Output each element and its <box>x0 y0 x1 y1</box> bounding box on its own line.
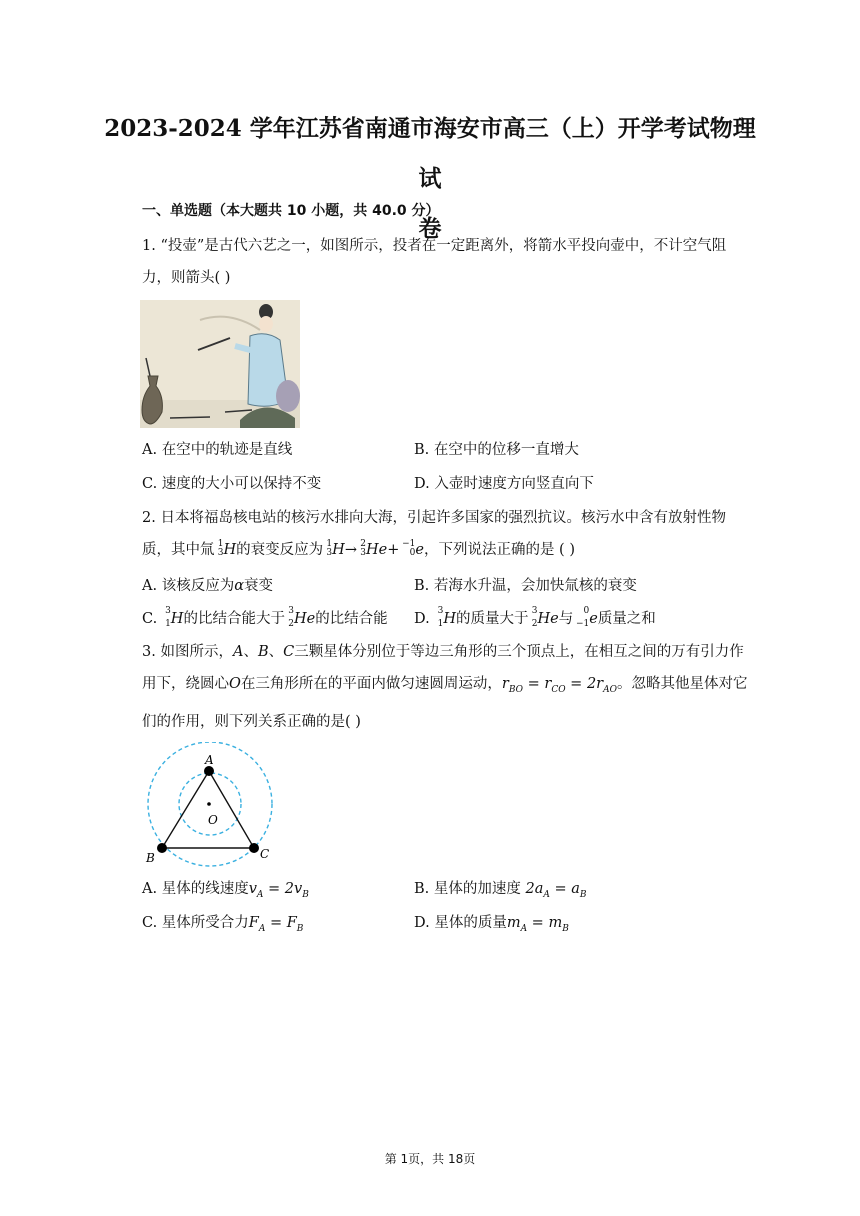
label-o: O <box>208 813 218 827</box>
q2-option-b: B. 若海水升温，会加快氚核的衰变 <box>414 578 637 594</box>
question-3-text: 3. 如图所示，A、B、C三颗星体分别位于等边三角形的三个顶点上，在相互之间的万有引力作用下，绕圆心O在三角形所在的平面内做匀速圆周运动，$r_{BO} = r_{CO} = 2r_{AO}$。忽略其他星体对它们的作用，则下列关系正确的是( ) <box>142 644 748 730</box>
q2-option-d: D. 3 1 H的质量大于 3 2 He与 0 −1 e质量之和 <box>414 606 656 629</box>
center-o <box>207 802 211 806</box>
q3-option-b: B. 星体的加速度 $2a_A = a_B$ <box>414 881 587 900</box>
triangle <box>162 771 254 848</box>
q1-option-c: C. 速度的大小可以保持不变 <box>142 476 322 492</box>
star-c <box>249 843 259 853</box>
q3-option-a: A. 星体的线速度$v_A = 2v_B$ <box>142 881 309 900</box>
q1-option-d: D. 入壶时速度方向竖直向下 <box>414 476 594 492</box>
question-3-figure <box>140 742 280 868</box>
question-2-text: 2. 日本将福岛核电站的核污水排向大海，引起许多国家的强烈抗议。核污水中含有放射性物质，其中氚 3 1 H的衰变反应为 3 1 H→ 3 2 He+ 0 −1 e，下列说法正确的是 ( ) <box>142 510 726 558</box>
star-b <box>157 843 167 853</box>
q1-option-b: B. 在空中的位移一直增大 <box>414 442 579 458</box>
q2-option-a: A. 该核反应为α衰变 <box>142 578 273 594</box>
section-heading: 一、单选题（本大题共 10 小题，共 40.0 分） <box>142 203 440 219</box>
page-footer: 第 1页，共 18页 <box>384 1152 476 1166</box>
q2-option-c: C. 3 1 H的比结合能大于 3 2 He的比结合能 <box>142 606 388 629</box>
q3-option-d: D. 星体的质量$m_A = m_B$ <box>414 915 569 934</box>
title-line-1: 2023-2024 学年江苏省南通市海安市高三（上）开学考试物理试 <box>104 115 756 192</box>
question-1-text: 1. “投壶”是古代六艺之一，如图所示，投者在一定距离外，将箭水平投向壶中，不计空气阻力，则箭头( ) <box>142 238 727 286</box>
title-line-2: 卷 <box>418 215 442 242</box>
star-a <box>204 766 214 776</box>
q1-option-a: A. 在空中的轨迹是直线 <box>142 442 293 458</box>
q3-option-c: C. 星体所受合力$F_A = F_B$ <box>142 915 304 934</box>
label-a: A <box>205 753 214 767</box>
label-c: C <box>260 847 270 861</box>
question-1-figure <box>140 300 300 428</box>
label-b: B <box>146 851 155 865</box>
